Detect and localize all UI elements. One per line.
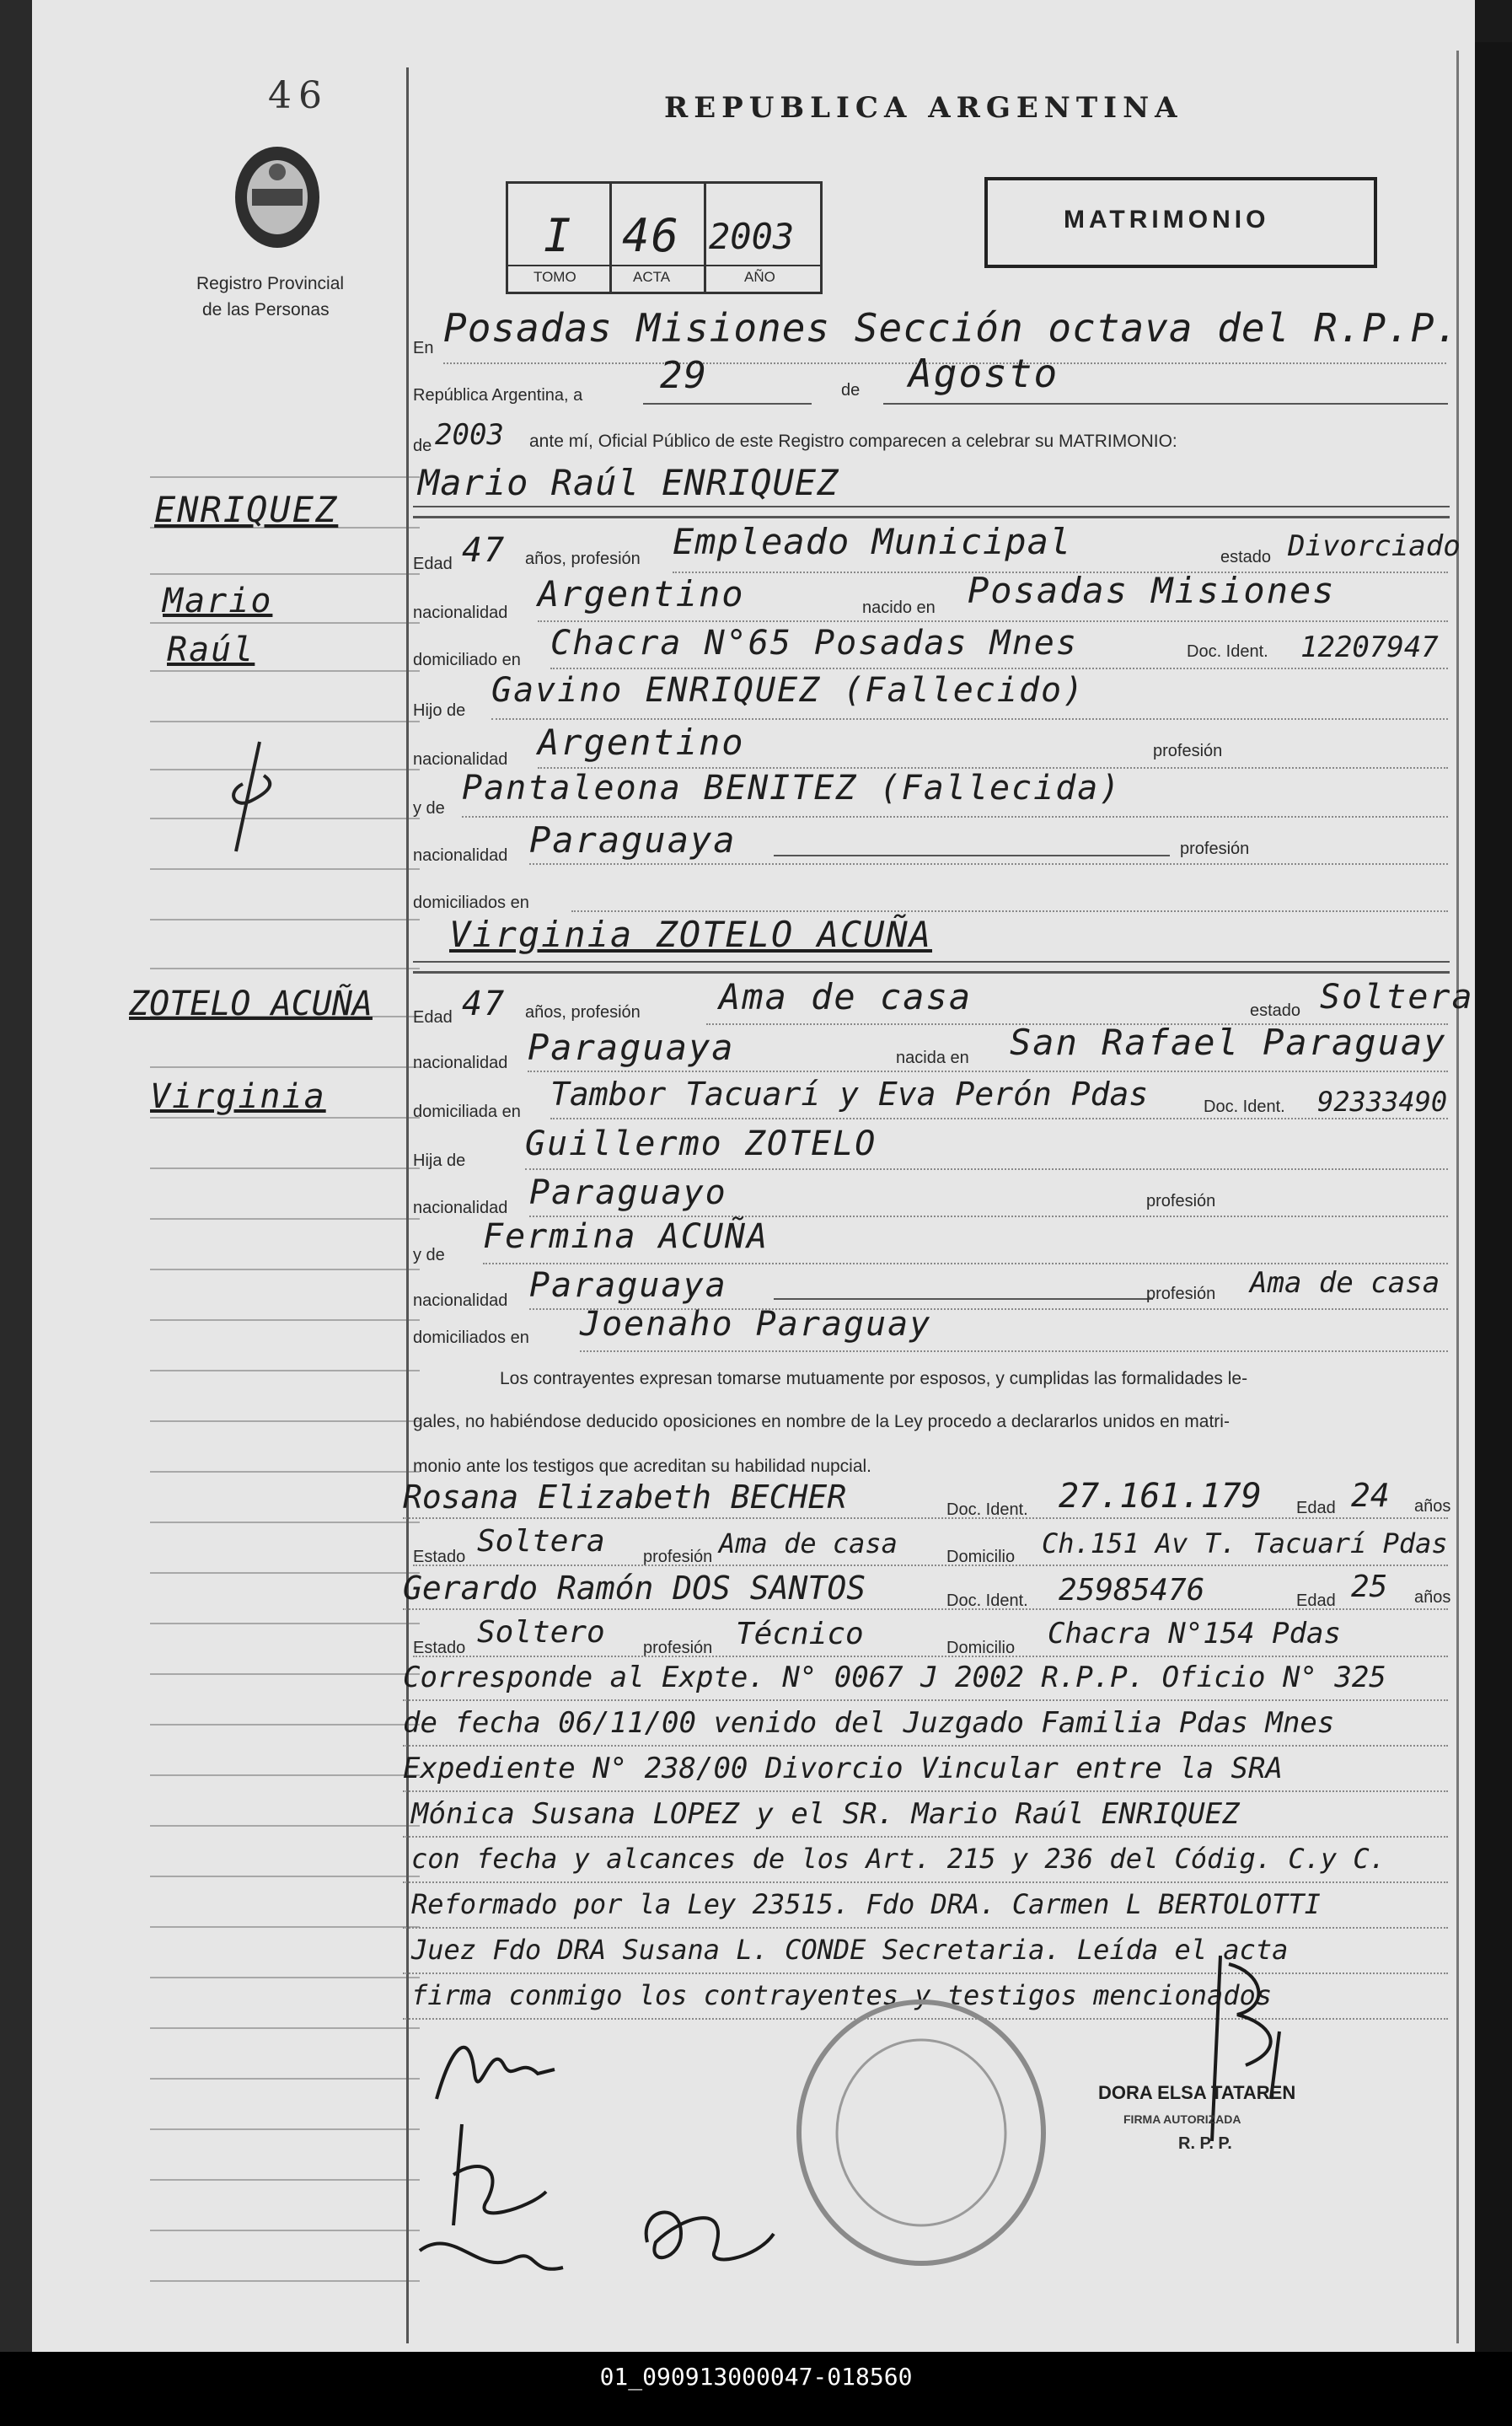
witness-1-edad-label: Edad xyxy=(1296,1499,1336,1517)
note-line-3: Expediente N° 238/00 Divorcio Vincular entre la SRA xyxy=(403,1752,1283,1785)
witness-2-doc: 25985476 xyxy=(1059,1573,1205,1607)
groom-profession: Empleado Municipal xyxy=(673,521,1072,562)
bride-profession: Ama de casa xyxy=(719,976,973,1017)
witness-1-address: Ch.151 Av T. Tacuarí Pdas xyxy=(1042,1527,1448,1559)
acta-label: ACTA xyxy=(633,269,671,285)
declaration-line-3: monio ante los testigos que acreditan su habilidad nupcial. xyxy=(413,1457,872,1476)
witness-1-prof-label: profesión xyxy=(643,1548,713,1566)
witness-1-age: 24 xyxy=(1351,1477,1390,1514)
coat-of-arms-seal xyxy=(230,143,324,253)
groom-father: Gavino ENRIQUEZ (Fallecido) xyxy=(491,671,1086,710)
republica-label: República Argentina, a xyxy=(413,386,583,405)
margin-strike-mark xyxy=(226,733,285,860)
officer-name: DORA ELSA TATAREN xyxy=(1098,2082,1296,2103)
bride-mother-nac-label: nacionalidad xyxy=(413,1291,508,1310)
book-spine xyxy=(0,0,34,2352)
declaration-line-2: gales, no habiéndose deducido oposiciones en nombre de la Ley procedo a declararlos unidos en matri- xyxy=(413,1412,1230,1431)
witness-1-doc-label: Doc. Ident. xyxy=(946,1500,1028,1519)
official-round-stamp xyxy=(795,1998,1048,2268)
registry-line-2: de las Personas xyxy=(202,300,330,319)
signature-witness xyxy=(630,2183,782,2276)
bride-doc: 92333490 xyxy=(1317,1086,1448,1118)
witness-2-address: Chacra N°154 Pdas xyxy=(1048,1617,1341,1650)
groom-edad-label: Edad xyxy=(413,555,453,573)
bride-nationality: Paraguaya xyxy=(528,1027,735,1068)
bride-parents-dom-label: domiciliados en xyxy=(413,1328,529,1347)
page-number: 46 xyxy=(268,74,329,117)
groom-mother: Pantaleona BENITEZ (Fallecida) xyxy=(462,769,1122,808)
witness-2-anos-label: años xyxy=(1414,1588,1451,1607)
de2-label: de xyxy=(413,437,432,455)
bride-doc-label: Doc. Ident. xyxy=(1204,1098,1285,1116)
groom-nacido-label: nacido en xyxy=(862,598,936,617)
groom-doc-label: Doc. Ident. xyxy=(1187,642,1268,661)
witness-2-doc-label: Doc. Ident. xyxy=(946,1591,1028,1610)
bride-father-nac-label: nacionalidad xyxy=(413,1199,508,1217)
groom-father-prof-label: profesión xyxy=(1153,742,1223,760)
bride-address: Tambor Tacuarí y Eva Perón Pdas xyxy=(550,1076,1149,1113)
witness-2-age: 25 xyxy=(1351,1570,1388,1604)
day: 29 xyxy=(660,354,708,397)
register-page xyxy=(32,0,1475,2352)
groom-birthplace: Posadas Misiones xyxy=(968,570,1336,611)
note-line-6: Reformado por la Ley 23515. Fdo DRA. Carmen L BERTOLOTTI xyxy=(411,1888,1321,1920)
note-line-5: con fecha y alcances de los Art. 215 y 236 del Códig. C.y C. xyxy=(411,1843,1386,1875)
column-divider xyxy=(406,67,409,2343)
bride-nacida-label: nacida en xyxy=(896,1049,969,1067)
witness-2-estado-label: Estado xyxy=(413,1639,466,1657)
bride-anos-label: años, profesión xyxy=(525,1003,641,1022)
bride-father-prof-label: profesión xyxy=(1146,1192,1216,1210)
bride-mother-prof-label: profesión xyxy=(1146,1285,1216,1303)
officer-office: R. P. P. xyxy=(1178,2134,1232,2153)
note-line-7: Juez Fdo DRA Susana L. CONDE Secretaria. Leída el acta xyxy=(411,1934,1289,1966)
right-border xyxy=(1456,51,1459,2343)
witness-1-anos-label: años xyxy=(1414,1497,1451,1516)
witness-1-dom-label: Domicilio xyxy=(946,1548,1016,1566)
place: Posadas Misiones Sección octava del R.P.P. xyxy=(443,305,1460,351)
signature-bride xyxy=(403,2107,597,2293)
ano-label: AÑO xyxy=(744,269,775,285)
bride-nac-label: nacionalidad xyxy=(413,1054,508,1072)
groom-parents-dom-label: domiciliados en xyxy=(413,894,529,912)
note-line-8: firma conmigo los contrayentes y testigos mencionados xyxy=(411,1979,1273,2011)
tomo-acta-ano-box xyxy=(506,181,823,294)
acta-value: 46 xyxy=(622,209,681,262)
groom-nac-label: nacionalidad xyxy=(413,604,508,622)
witness-1-name: Rosana Elizabeth BECHER xyxy=(403,1479,847,1516)
bride-yde-label: y de xyxy=(413,1246,445,1264)
tomo-label: TOMO xyxy=(533,269,576,285)
margin-groom-name-1: Mario xyxy=(163,582,273,620)
groom-estado: Divorciado xyxy=(1288,529,1461,563)
witness-2-edad-label: Edad xyxy=(1296,1591,1336,1610)
witness-2-name: Gerardo Ramón DOS SANTOS xyxy=(403,1570,866,1607)
bride-dom-label: domiciliada en xyxy=(413,1103,521,1121)
witness-1-profession: Ama de casa xyxy=(719,1527,898,1559)
groom-hijo-label: Hijo de xyxy=(413,701,466,720)
witness-2-dom-label: Domicilio xyxy=(946,1639,1016,1657)
groom-yde-label: y de xyxy=(413,799,445,818)
groom-nationality: Argentino xyxy=(538,573,745,615)
groom-estado-label: estado xyxy=(1220,548,1272,566)
bride-birthplace: San Rafael Paraguay xyxy=(1010,1022,1447,1063)
matrimonio-box: MATRIMONIO xyxy=(984,177,1377,268)
bride-name: Virginia ZOTELO ACUÑA xyxy=(449,914,933,955)
signature-groom xyxy=(428,2023,563,2116)
en-label: En xyxy=(413,339,434,357)
declaration-line-1: Los contrayentes expresan tomarse mutuamente por esposos, y cumplidas las formalidades le- xyxy=(500,1369,1248,1388)
groom-dom-label: domiciliado en xyxy=(413,651,521,669)
witness-2-profession: Técnico xyxy=(736,1617,864,1651)
bride-age: 47 xyxy=(462,985,507,1023)
ano-value: 2003 xyxy=(709,216,795,257)
groom-father-nac-label: nacionalidad xyxy=(413,750,508,769)
de-label: de xyxy=(841,381,861,400)
tomo-value: I xyxy=(544,209,573,262)
country-title: REPUBLICA ARGENTINA xyxy=(664,91,1183,125)
note-line-2: de fecha 06/11/00 venido del Juzgado Familia Pdas Mnes xyxy=(403,1706,1335,1740)
note-line-4: Mónica Susana LOPEZ y el SR. Mario Raúl ENRIQUEZ xyxy=(411,1797,1240,1831)
bride-edad-label: Edad xyxy=(413,1008,453,1027)
witness-1-doc: 27.161.179 xyxy=(1059,1477,1262,1516)
groom-anos-label: años, profesión xyxy=(525,550,641,568)
bride-mother: Fermina ACUÑA xyxy=(483,1217,769,1256)
bride-father: Guillermo ZOTELO xyxy=(525,1124,877,1163)
officer-title: FIRMA AUTORIZADA xyxy=(1123,2112,1241,2126)
margin-groom-surname: ENRIQUEZ xyxy=(154,489,339,530)
witness-1-estado-label: Estado xyxy=(413,1548,466,1566)
image-caption: 01_090913000047-018560 xyxy=(0,2352,1512,2426)
witness-1-estado: Soltera xyxy=(477,1524,605,1559)
bride-hija-label: Hija de xyxy=(413,1151,466,1170)
margin-bride-name: Virginia xyxy=(150,1077,326,1116)
comparecen-text: ante mí, Oficial Público de este Registro comparecen a celebrar su MATRIMONIO: xyxy=(529,432,1177,451)
groom-name: Mario Raúl ENRIQUEZ xyxy=(418,462,839,503)
bride-mother-prof: Ama de casa xyxy=(1250,1266,1440,1300)
bride-estado-label: estado xyxy=(1250,1001,1301,1020)
month: Agosto xyxy=(909,351,1059,396)
groom-age: 47 xyxy=(462,531,507,570)
groom-mother-prof-label: profesión xyxy=(1180,840,1250,858)
witness-2-estado: Soltero xyxy=(477,1615,605,1650)
groom-mother-nat: Paraguaya xyxy=(529,819,737,861)
note-line-1: Corresponde al Expte. N° 0067 J 2002 R.P.P. Oficio N° 325 xyxy=(403,1661,1386,1694)
groom-mother-nac-label: nacionalidad xyxy=(413,846,508,865)
groom-father-nat: Argentino xyxy=(538,722,745,763)
margin-bride-surname: ZOTELO ACUÑA xyxy=(129,985,373,1023)
bride-mother-nat: Paraguaya xyxy=(529,1266,727,1305)
margin-groom-name-2: Raúl xyxy=(167,631,255,669)
year: 2003 xyxy=(435,418,504,452)
bride-parents-address: Joenaho Paraguay xyxy=(580,1305,932,1344)
groom-address: Chacra N°65 Posadas Mnes xyxy=(550,624,1078,663)
registry-line-1: Registro Provincial xyxy=(196,274,345,293)
witness-2-prof-label: profesión xyxy=(643,1639,713,1657)
groom-doc: 12207947 xyxy=(1300,631,1439,664)
bride-estado: Soltera xyxy=(1320,978,1474,1017)
bride-father-nat: Paraguayo xyxy=(529,1173,727,1212)
